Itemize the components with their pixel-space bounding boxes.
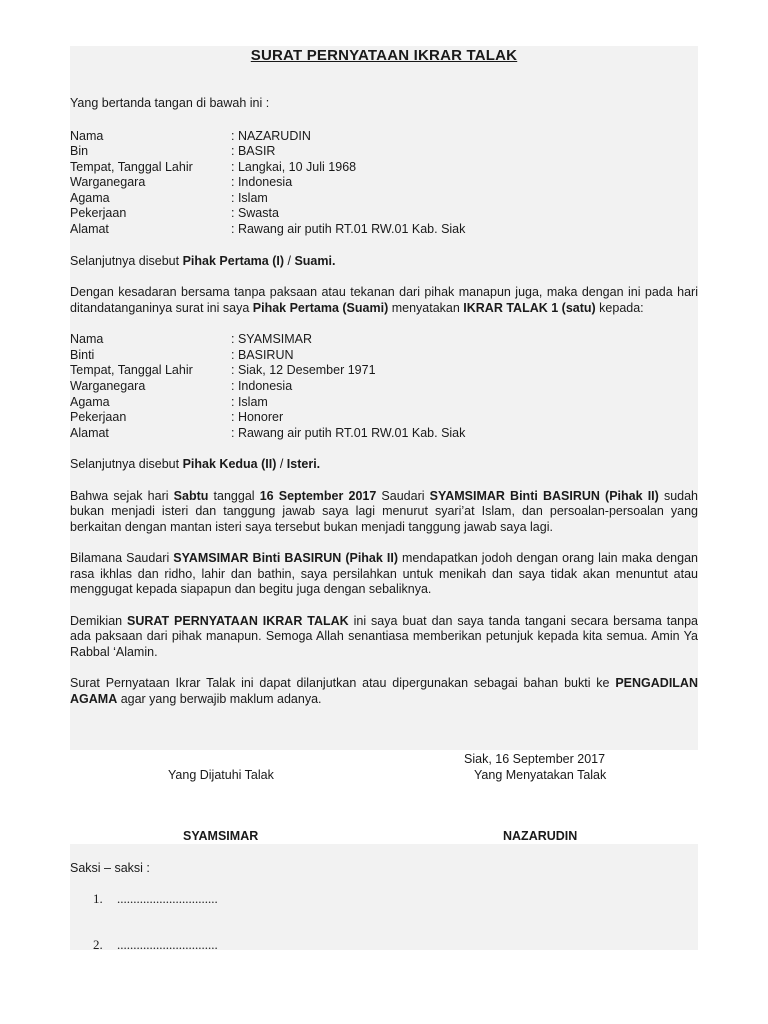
- pihak2-row-binti: [70, 348, 698, 364]
- text-run-bold: Sabtu: [173, 488, 209, 503]
- text-run: kepada:: [595, 300, 644, 315]
- text-run-bold: Suami.: [294, 253, 336, 268]
- text-run-bold: Pihak Kedua (II): [182, 457, 277, 472]
- field-label: Warganegara: [70, 378, 146, 393]
- field-label: Nama: [70, 128, 104, 143]
- text-run-bold: Pihak Pertama (I): [182, 253, 285, 268]
- saksi-number: 2.: [93, 937, 103, 952]
- paragraph-kesadaran: [70, 285, 698, 316]
- text-run: agar yang berwajib maklum adanya.: [117, 691, 322, 706]
- pihak1-row-agama: [70, 191, 698, 207]
- text-run: Saudari: [376, 488, 430, 503]
- text-run: Surat Pernyataan Ikrar Talak ini dapat dilanjutkan atau dipergunakan sebagai bahan bukti ke: [70, 676, 616, 691]
- saksi-signature-line: ...............................: [117, 891, 218, 906]
- paragraph-surat: [70, 676, 698, 707]
- field-value: : NAZARUDIN: [231, 128, 311, 143]
- paragraph-bahwa: [70, 489, 698, 536]
- field-value: : Rawang air putih RT.01 RW.01 Kab. Siak: [231, 222, 466, 237]
- saksi-signature-line: ...............................: [117, 937, 218, 952]
- field-value: : Indonesia: [231, 378, 293, 393]
- text-run: Dengan kesadaran bersama tanpa paksaan atau tekanan dari pihak manapun juga, maka dengan ini pada hari ditandatanganinya surat ini saya: [70, 285, 698, 315]
- text-run-bold: IKRAR TALAK 1 (satu): [463, 300, 596, 315]
- paragraph-demikian: [70, 614, 698, 661]
- pihak1-row-pekerjaan: [70, 206, 698, 222]
- pihak2-row-agama: [70, 395, 698, 411]
- field-value: : Langkai, 10 Juli 1968: [231, 159, 357, 174]
- text-run: /: [276, 457, 287, 472]
- text-run-bold: SYAMSIMAR Binti BASIRUN (Pihak II): [429, 488, 659, 503]
- field-value: : BASIR: [231, 144, 276, 159]
- saksi-title: Saksi – saksi :: [70, 861, 150, 875]
- text-run: Demikian: [70, 613, 128, 628]
- text-run-bold: Pihak Pertama (Suami): [252, 300, 389, 315]
- field-value: : SYAMSIMAR: [231, 332, 313, 347]
- text-run: Bahwa sejak hari: [70, 488, 174, 503]
- field-label: Warganegara: [70, 175, 146, 190]
- text-run: /: [284, 253, 295, 268]
- text-run: sudah bukan menjadi isteri dan tanggung jawab saya lagi menurut syari’at Islam, dan persoalan-persoalan yang berkaitan dengan mantan isteri saya tersebut bukan menjadi tanggung jawab saya lagi.: [70, 488, 699, 534]
- signature-date: Siak, 16 September 2017: [464, 752, 606, 766]
- field-value: : Siak, 12 Desember 1971: [231, 363, 376, 378]
- field-value: : Swasta: [231, 206, 279, 221]
- signature-left-label: Yang Dijatuhi Talak: [168, 768, 274, 782]
- sebut-pihak-kedua: [70, 457, 698, 473]
- text-run: Selanjutnya disebut: [70, 253, 183, 268]
- paragraph-bilamana: [70, 551, 698, 598]
- pihak1-row-warganegara: [70, 175, 698, 191]
- field-label: Tempat, Tanggal Lahir: [70, 159, 193, 174]
- pihak1-row-nama: [70, 129, 698, 145]
- signature-right-label: Yang Menyatakan Talak: [474, 768, 607, 782]
- field-value: : Indonesia: [231, 175, 293, 190]
- text-run: ini saya buat dan saya tanda tangani secara bersama tanpa ada paksaan dari pihak manapun. Semoga Allah senantiasa memberikan petunjuk kepada kita semua. Amin Ya Rabbal ‘Alamin.: [70, 613, 699, 659]
- field-value: : Islam: [231, 394, 268, 409]
- pihak1-row-alamat: [70, 222, 698, 238]
- document-title: SURAT PERNYATAAN IKRAR TALAK: [250, 47, 518, 64]
- text-run-bold: 16 September 2017: [259, 488, 377, 503]
- field-value: : Honorer: [231, 410, 284, 425]
- text-run: menyatakan: [388, 300, 464, 315]
- field-label: Binti: [70, 347, 95, 362]
- field-label: Alamat: [70, 425, 109, 440]
- text-run-bold: Isteri.: [286, 457, 321, 472]
- sebut-pihak-pertama: [70, 254, 698, 270]
- field-label: Tempat, Tanggal Lahir: [70, 363, 193, 378]
- field-value: : Islam: [231, 190, 268, 205]
- field-value: : BASIRUN: [231, 347, 294, 362]
- pihak2-row-warganegara: [70, 379, 698, 395]
- text-run: Bilamana Saudari: [70, 551, 174, 566]
- saksi-number: 1.: [93, 891, 103, 906]
- pihak2-row-pekerjaan: [70, 410, 698, 426]
- saksi-item: [93, 891, 218, 907]
- field-label: Pekerjaan: [70, 410, 127, 425]
- field-value: : Rawang air putih RT.01 RW.01 Kab. Siak: [231, 425, 466, 440]
- field-label: Agama: [70, 394, 110, 409]
- field-label: Bin: [70, 144, 89, 159]
- saksi-item: [93, 937, 218, 953]
- pihak2-row-ttl: [70, 363, 698, 379]
- pihak2-row-nama: [70, 332, 698, 348]
- field-label: Pekerjaan: [70, 206, 127, 221]
- text-run: Selanjutnya disebut: [70, 457, 183, 472]
- pihak2-identity-table: [70, 332, 698, 441]
- field-label: Agama: [70, 190, 110, 205]
- text-run-bold: SURAT PERNYATAAN IKRAR TALAK: [127, 613, 349, 628]
- signature-left-name: SYAMSIMAR: [183, 829, 259, 843]
- text-run-bold: PENGADILAN AGAMA: [70, 676, 698, 706]
- signature-right-name: NAZARUDIN: [503, 829, 578, 843]
- pihak1-row-bin: [70, 144, 698, 160]
- intro-text: Yang bertanda tangan di bawah ini :: [70, 96, 270, 110]
- text-run: mendapatkan jodoh dengan orang lain maka dengan rasa ikhlas dan ridho, lahir dan bathin, saya persilahkan untuk menikah dan saya tidak akan menuntut atau menggugat kepada siapapun dan begitu juga dengan sebaliknya.: [70, 551, 698, 597]
- text-run-bold: SYAMSIMAR Binti BASIRUN (Pihak II): [173, 551, 398, 566]
- field-label: Nama: [70, 332, 104, 347]
- pihak1-row-ttl: [70, 160, 698, 176]
- pihak2-row-alamat: [70, 426, 698, 442]
- field-label: Alamat: [70, 222, 109, 237]
- pihak1-identity-table: [70, 129, 698, 238]
- document-body: [70, 46, 698, 707]
- text-run: tanggal: [208, 488, 260, 503]
